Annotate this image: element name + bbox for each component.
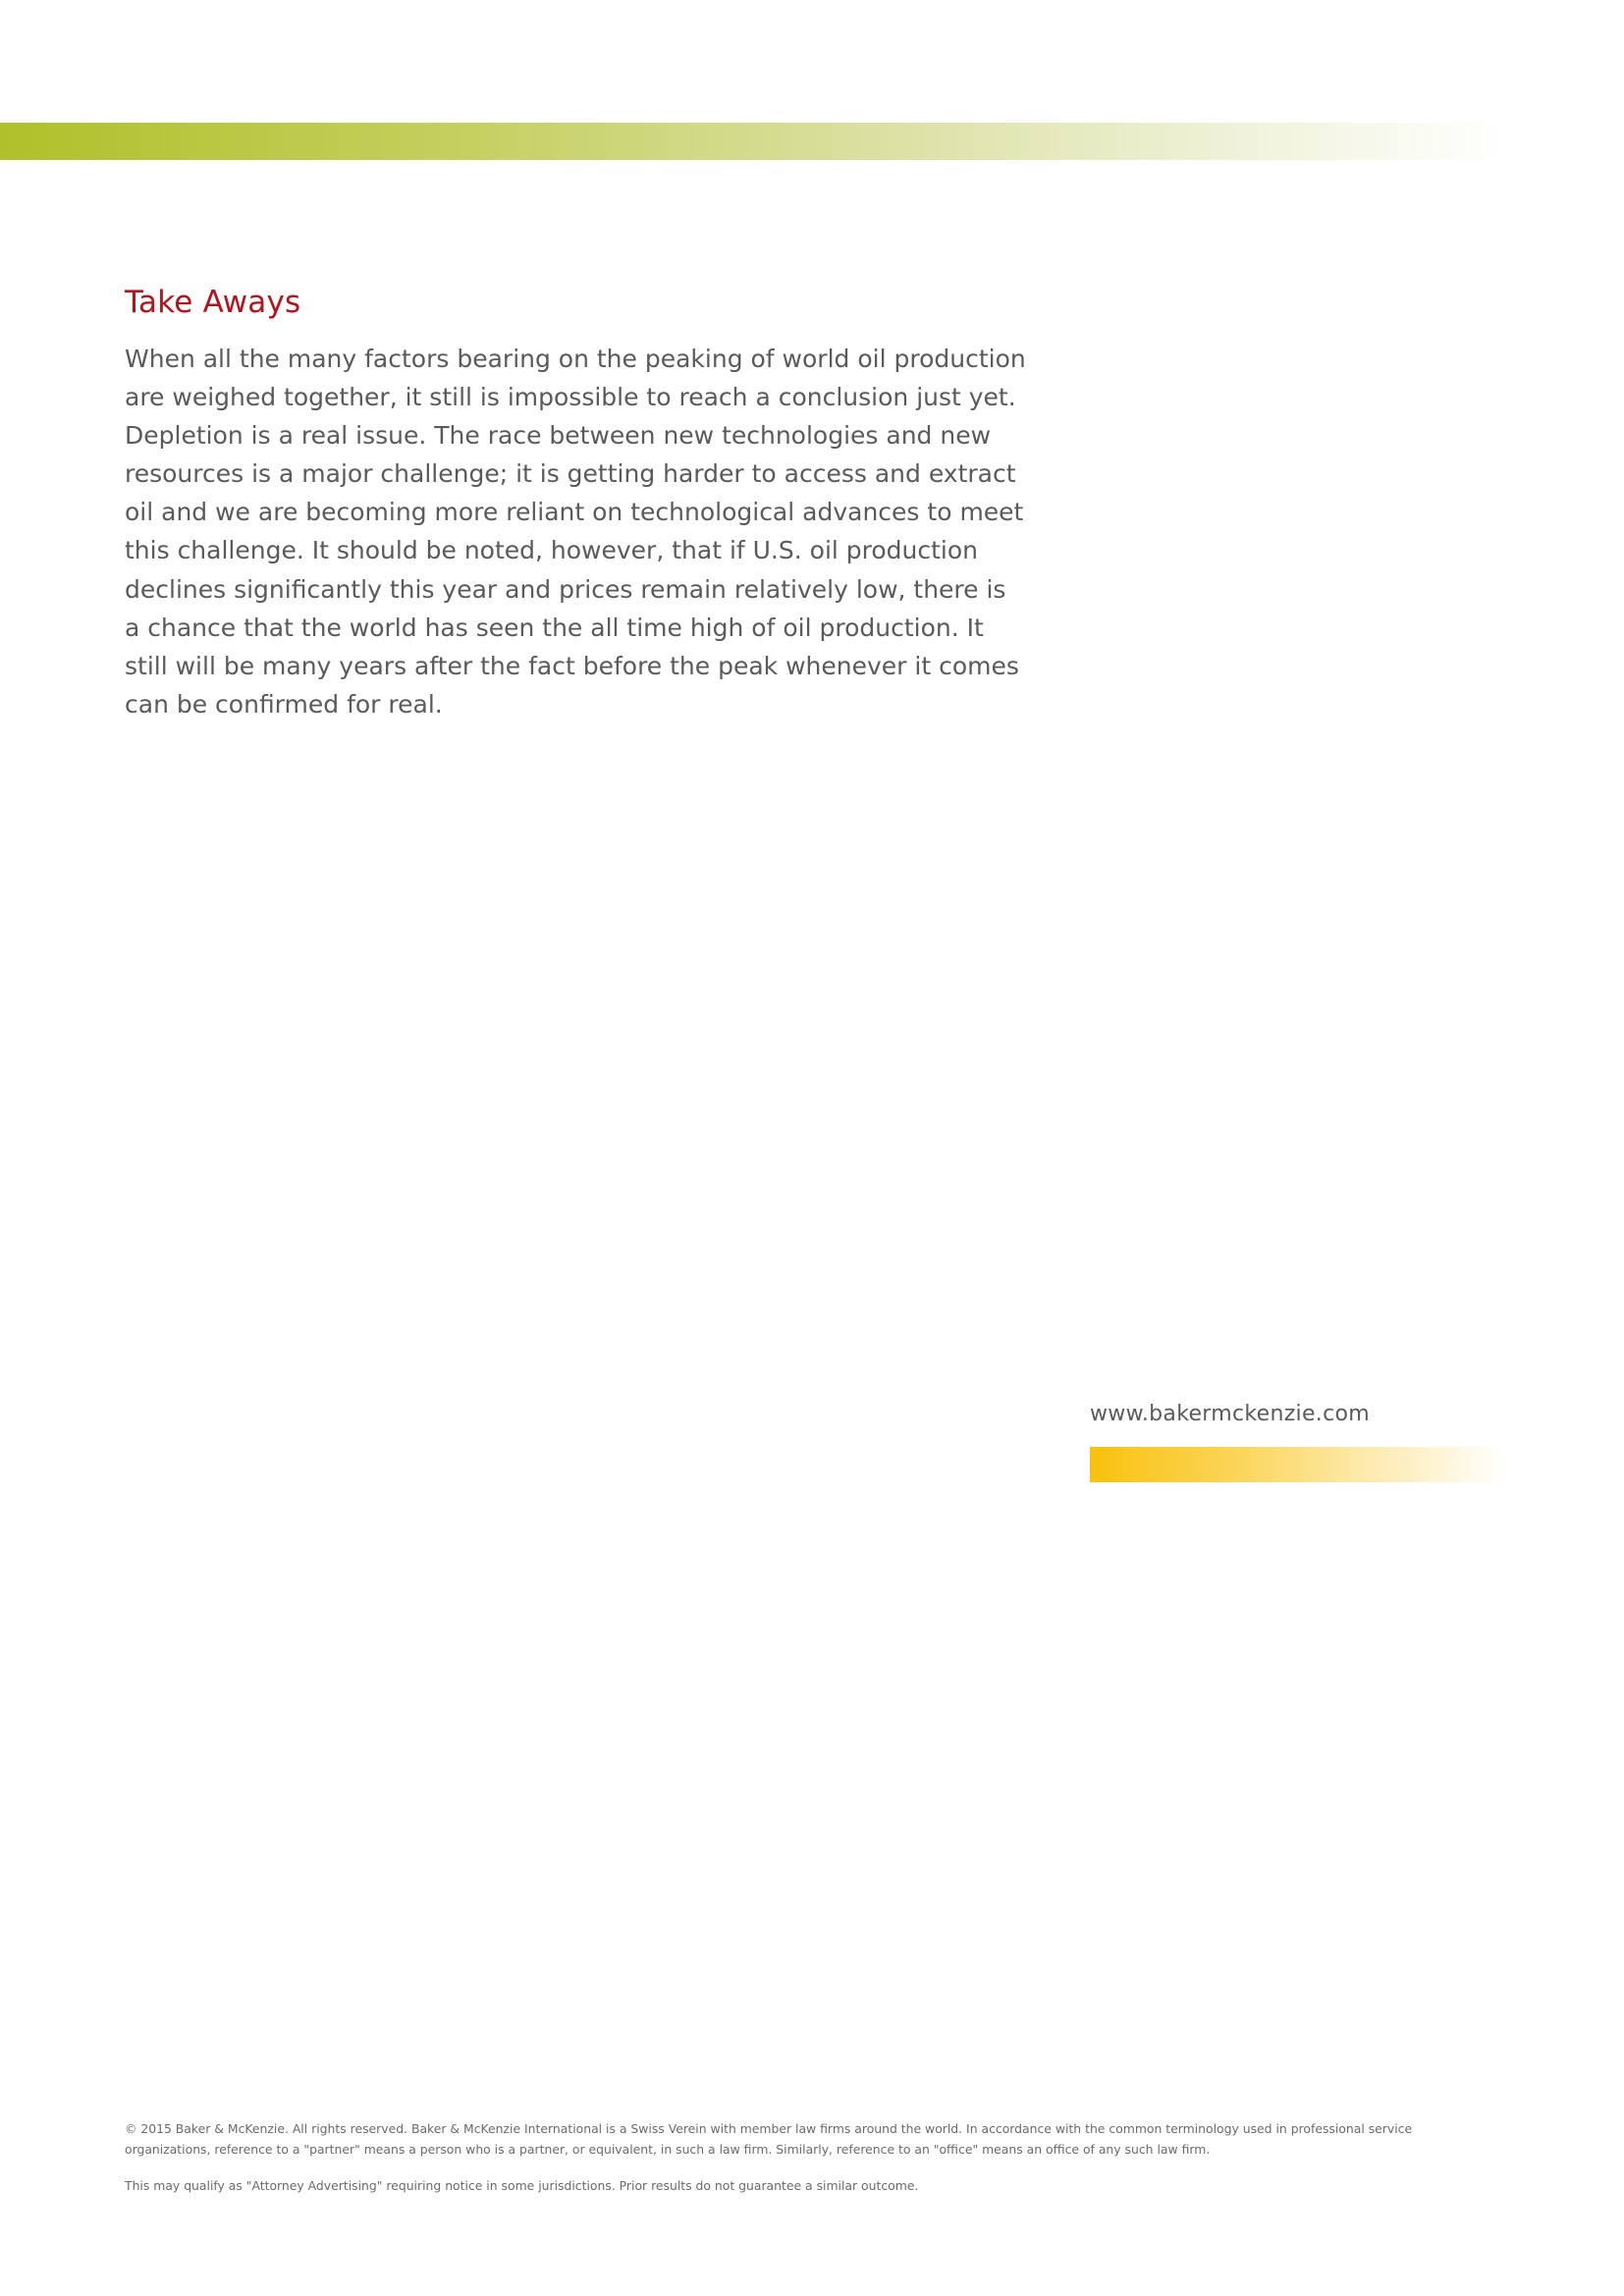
section-body-text: When all the many factors bearing on the peaking of world oil production are weighed together, it still is impossible to reach a conclusion just yet. Depletion is a real issue. The race between new technologies and new resources is a major challenge; it is getting harder to access and extract oil and we are becoming more reliant on technological advances to meet this challenge. It should be noted, however, that if U.S. oil production declines significantly this year and prices remain relatively low, there is a chance that the world has seen the all time high of oil production. It still will be many years after the fact before the peak whenever it comes can be confirmed for real. bbox=[125, 345, 1026, 719]
legal-notice: © 2015 Baker & McKenzie. All rights reserved. Baker & McKenzie International is a Swiss Verein with member law firms around the world. In accordance with the common terminology used in professional service organizations, reference to a "partner" means a person who is a partner, or equivalent, in such a law firm. Similarly, reference to an "office" means an office of any such law firm. bbox=[125, 2121, 1413, 2157]
advertising-notice: This may qualify as "Attorney Advertising" requiring notice in some jurisdictions. Prior results do not guarantee a similar outcome. bbox=[125, 2178, 919, 2193]
website-link[interactable]: www.bakermckenzie.com bbox=[1090, 1402, 1370, 1426]
footer-gradient-band bbox=[1090, 1447, 1507, 1482]
header-gradient-band bbox=[0, 123, 1507, 160]
section-title: Take Aways bbox=[125, 285, 301, 320]
